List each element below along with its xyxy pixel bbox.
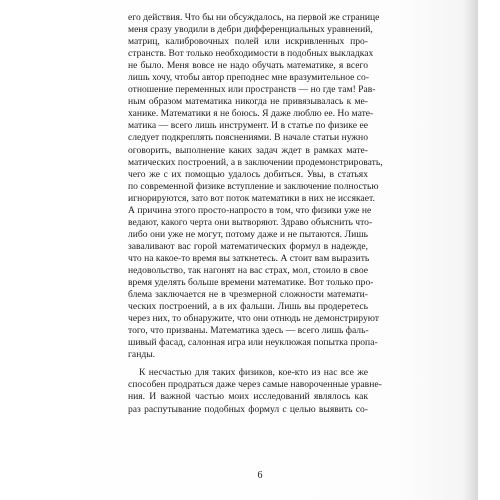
text-line: игнорируются, зато вот поток математики в них не иссякает.: [128, 192, 375, 204]
text-line: отношение переменных или пространств — но где там! Рав-: [128, 84, 376, 96]
text-line: заваливают вас горой математических формул в надежде,: [128, 240, 368, 252]
text-line: что на какое-то время вы заткнетесь. А стоит вам выразить: [128, 252, 370, 264]
text-line: раз распутывание подобных формул с целью выявить со-: [128, 403, 368, 415]
text-line: лишь хочу, чтобы автор преподнес мне вразумительное со-: [128, 72, 370, 84]
text-line: время уделять больше времени математике. Вот только про-: [128, 277, 374, 289]
text-line: не было. Меня вовсе не надо обучать математике, я всего: [128, 60, 368, 72]
text-line: А причина этого просто-напросто в том, что физики уже не: [128, 204, 372, 216]
text-line: оговорить, выполнение каких задач ждет в рамках мате-: [128, 144, 368, 156]
paragraph: [128, 12, 383, 361]
text-line: через них, то обнаружите, что они отнюдь не демонстрируют: [128, 313, 380, 325]
paragraph: [128, 367, 382, 415]
text-line: меня сразу уводили в дебри дифференциальных уравнений,: [128, 24, 373, 36]
text-line: того, что призваны. Математика здесь — всего лишь фаль-: [128, 325, 369, 337]
text-line: К несчастью для таких физиков, кое-кто из нас все же: [139, 367, 368, 379]
text-line: шивый фасад, салонная игра или неуклюжая попытка пропа-: [128, 337, 378, 349]
text-line: ческих построений, а в их фальши. Лишь вы продеретесь: [128, 301, 368, 313]
page-number: 6: [257, 470, 263, 481]
text-line: матриц, калибровочных полей или искривленных про-: [128, 36, 368, 48]
body-text: [128, 12, 383, 416]
text-line: ханике. Математики я не боюсь. Я даже люблю ее. Но мате-: [128, 108, 374, 120]
text-line: матических построений, а в заключении продемонстрировать,: [128, 156, 383, 168]
text-line: следует подкреплять пояснениями. В начале статьи нужно: [128, 132, 368, 144]
text-line: либо они уже не могут, потому даже и не пытаются. Лишь: [128, 228, 368, 240]
text-line: ным образом математика никогда не привязывалась к ме-: [128, 96, 368, 108]
text-line: матика — всего лишь инструмент. И в статье по физике ее: [128, 120, 368, 132]
text-line: блема заключается не в чрезмерной сложности математи-: [128, 289, 368, 301]
text-line: чего же с их помощью удалось добиться. Увы, в статьях: [128, 168, 368, 180]
text-line: странств. Вот только необходимости в подобных выкладках: [128, 48, 374, 60]
text-line: недовольство, так нагонят на вас страх, мол, стоило в свое: [128, 264, 368, 276]
text-line: ганды.: [128, 349, 156, 361]
text-line: ведают, какого черта они вытворяют. Здраво объяснить что-: [128, 216, 373, 228]
text-line: его действия. Что бы ни обсуждалось, на первой же странице: [128, 12, 380, 23]
text-line: ния. И важной частью моих исследований являлось как: [128, 391, 368, 403]
text-line: по современной физике вступление и заключение полностью: [128, 180, 379, 192]
text-line: способен продраться даже через самые навороченные уравне-: [128, 379, 382, 391]
page-edge-shadow: [464, 0, 478, 500]
